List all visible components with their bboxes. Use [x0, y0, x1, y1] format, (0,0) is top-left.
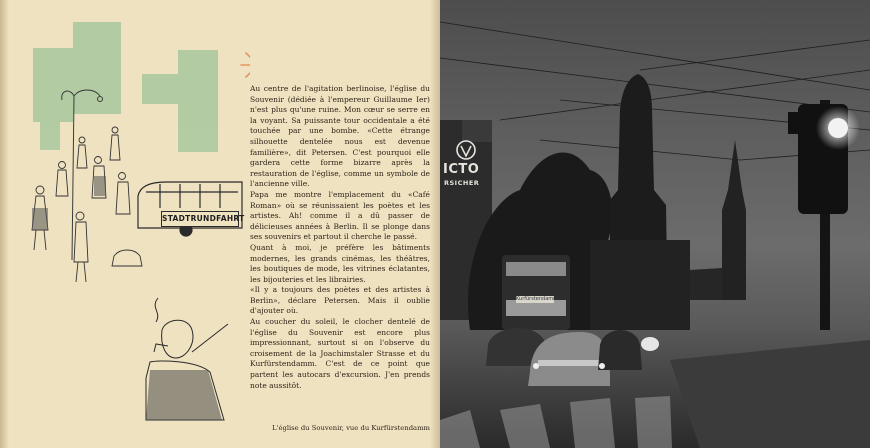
asterisk-icon: [241, 48, 250, 82]
church-annex: [690, 268, 722, 300]
paragraph: Au centre de l'agitation berlinoise, l'église du Souvenir (dédiée à l'empereur Guillaume Ier) n'est plus qu'une ruine. Mon cœur se serre en la voyant. Sa puissante tour occidentale a été touchée par une bombe. «Cette étrange silhouette dentelée nous est devenue familière», dit Petersen. C'est pourquoi elle gardera cette forme bizarre après la restauration de l'église, comme un symbole de l'ancienne ville.: [250, 84, 430, 189]
paragraph: «Il y a toujours des poètes et des artistes à Berlin», déclare Petersen. Mais il oublie d'ajouter où.: [250, 285, 430, 316]
neon-sign-bottom: RSICHER: [444, 179, 480, 187]
bus-sign: STADTRUNDFAHRT: [161, 211, 239, 227]
night-street-photo: [440, 0, 870, 448]
paragraph: Au coucher du soleil, le clocher dentelé de l'église du Souvenir est encore plus impressionnant, surtout si on l'observe du croisement de la Joachimstaler Strasse et du Kurfürstendamm. C'est de ce point que partent les autocars d'excursion. J'en prends note aussitôt.: [250, 317, 430, 390]
right-page-photo: [440, 0, 870, 448]
crowd-drawing: [32, 127, 142, 282]
article-text: [250, 84, 430, 391]
bus-destination-sign: Kurfürstendamm: [516, 296, 559, 302]
green-blocks: [33, 22, 218, 152]
double-decker-bus: [502, 255, 570, 330]
page-gutter: [430, 0, 440, 448]
paragraph: Quant à moi, je préfère les bâtiments modernes, les grands cinémas, les théâtres, les boutiques de mode, les vitrines éclatantes, les bijouteries et les librairies.: [250, 242, 430, 284]
building-top: [462, 120, 492, 142]
bus-drawing: [138, 182, 242, 236]
church-nave: [590, 240, 690, 330]
crowd-shading: [32, 176, 106, 230]
paragraph: Papa me montre l'emplacement du «Café Roman» où se réunissaient les poètes et les artistes. Ah! comme il a dû passer de délicieuses années à Berlin. Il se plonge dans ses souvenirs et partout il cherche le passé.: [250, 189, 430, 242]
neon-sign-top: ICTO: [443, 162, 480, 177]
photo-caption: L'église du Souvenir, vue du Kurfürstendamm: [272, 424, 430, 432]
coat-shading: [146, 370, 222, 420]
